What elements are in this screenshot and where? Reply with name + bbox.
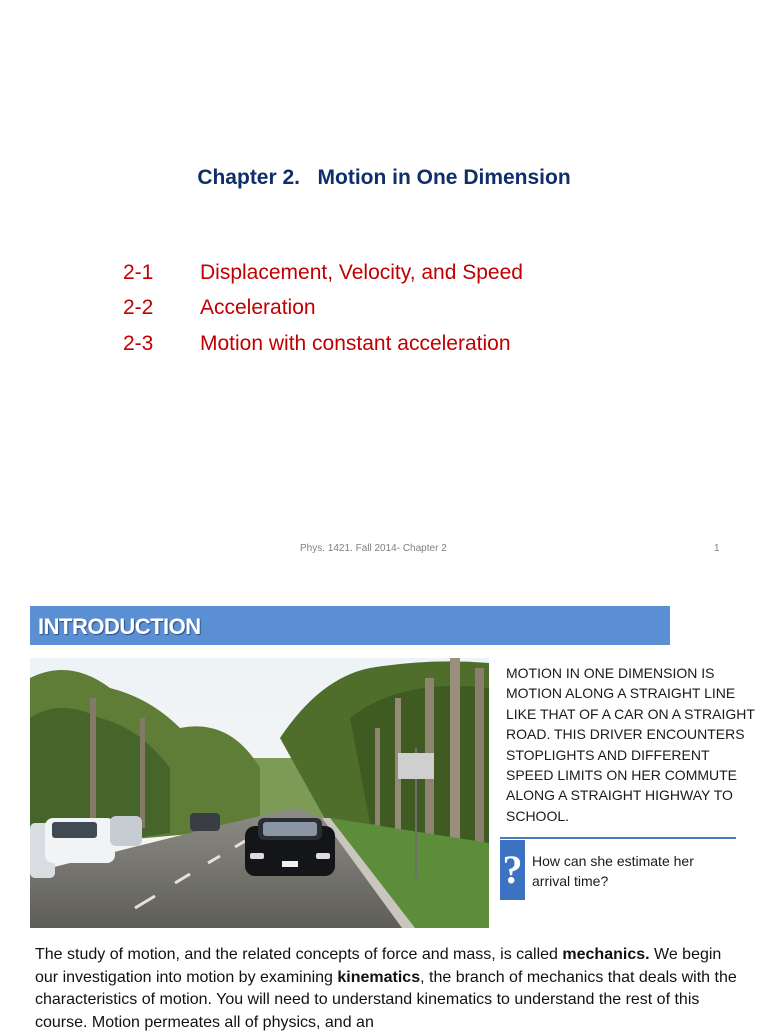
term-mechanics: mechanics. bbox=[562, 946, 650, 963]
divider bbox=[500, 837, 736, 839]
toc-text: Acceleration bbox=[200, 296, 316, 319]
introduction-heading: INTRODUCTION bbox=[38, 614, 201, 639]
slide-footer: Phys. 1421. Fall 2014- Chapter 2 bbox=[300, 543, 447, 554]
toc-text: Motion with constant acceleration bbox=[200, 332, 511, 355]
road-photo bbox=[30, 658, 489, 928]
body-text-1: The study of motion, and the related concepts of force and mass, is called bbox=[35, 946, 563, 963]
body-text-3: , the branch of mechanics that deals with the characteristics of motion. You will need to understand kinematics to understand the rest of this course. Motion permeates all of physics, and an bbox=[35, 968, 737, 1031]
toc-text: Displacement, Velocity, and Speed bbox=[200, 261, 523, 284]
body-text-2: We begin our investigation into motion by examining bbox=[35, 946, 722, 986]
question-text: How can she estimate her arrival time? bbox=[532, 853, 694, 889]
toc-number: 2-2 bbox=[123, 296, 154, 319]
term-kinematics: kinematics bbox=[337, 968, 421, 986]
body-paragraph bbox=[35, 944, 747, 1034]
page-number: 1 bbox=[714, 543, 720, 554]
toc-number: 2-1 bbox=[123, 261, 154, 284]
question-mark-icon: ? bbox=[500, 840, 525, 900]
introduction-description: MOTION IN ONE DIMENSION IS MOTION ALONG A STRAIGHT LINE LIKE THAT OF A CAR ON A STRAIGHT ROAD. THIS DRIVER ENCOUNTERS STOPLIGHTS AND DIFFERENT SPEED LIMITS ON HER COMMUTE ALONG A STRAIGHT HIGHWAY TO SCHOOL. bbox=[506, 665, 755, 824]
toc-number: 2-3 bbox=[123, 332, 154, 355]
introduction-banner bbox=[30, 606, 670, 645]
chapter-title: Chapter 2. Motion in One Dimension bbox=[197, 166, 571, 189]
